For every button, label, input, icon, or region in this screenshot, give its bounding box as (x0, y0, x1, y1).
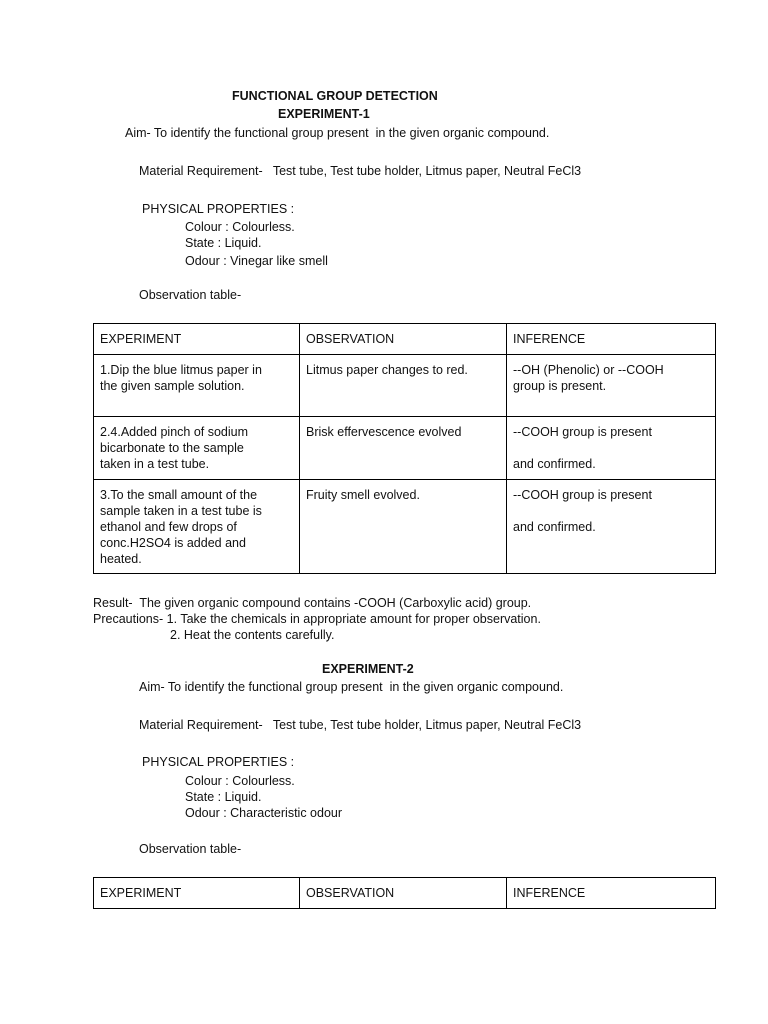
cell-line: ethanol and few drops of (100, 520, 237, 534)
cell-experiment (94, 417, 300, 480)
table-row (94, 355, 716, 417)
cell-observation (300, 417, 507, 480)
cell-observation (300, 355, 507, 417)
cell-line: sample taken in a test tube is (100, 504, 262, 518)
cell-line: Litmus paper changes to red. (306, 363, 468, 377)
experiment-2-colour: Colour : Colourless. (185, 774, 295, 788)
experiment-2-physical-heading: PHYSICAL PROPERTIES : (142, 755, 295, 769)
cell-line: the given sample solution. (100, 379, 245, 393)
cell-line: --COOH group is present (513, 488, 652, 502)
table-row (94, 417, 716, 480)
cell-line: 3.To the small amount of the (100, 488, 258, 502)
header-observation: OBSERVATION (300, 324, 507, 355)
cell-observation (300, 480, 507, 574)
cell-line: --OH (Phenolic) or --COOH (513, 363, 664, 377)
cell-line: 2.4.Added pinch of sodium (100, 425, 249, 439)
header-experiment: EXPERIMENT (94, 878, 300, 909)
cell-spacer (513, 440, 709, 456)
cell-line: --COOH group is present (513, 425, 652, 439)
experiment-1-heading: EXPERIMENT-1 (278, 107, 370, 121)
experiment-1-aim: Aim- To identify the functional group present in the given organic compound. (125, 126, 550, 140)
cell-line: bicarbonate to the sample (100, 441, 244, 455)
experiment-1-result: Result- The given organic compound contains -COOH (Carboxylic acid) group. (93, 596, 532, 610)
cell-inference (507, 417, 716, 480)
header-experiment: EXPERIMENT (94, 324, 300, 355)
experiment-1-observation-table (93, 323, 716, 574)
table-row (94, 480, 716, 574)
table-header-row (94, 324, 716, 355)
cell-line: heated. (100, 552, 142, 566)
cell-line: conc.H2SO4 is added and (100, 536, 246, 550)
document-title: FUNCTIONAL GROUP DETECTION (232, 89, 438, 103)
cell-experiment (94, 355, 300, 417)
experiment-2-observation-label: Observation table- (139, 842, 242, 856)
cell-line: taken in a test tube. (100, 457, 210, 471)
cell-inference (507, 480, 716, 574)
experiment-1-precaution-2: 2. Heat the contents carefully. (170, 628, 335, 642)
experiment-2-state: State : Liquid. (185, 790, 262, 804)
experiment-2-material: Material Requirement- Test tube, Test tube holder, Litmus paper, Neutral FeCl3 (139, 718, 582, 732)
header-inference: INFERENCE (507, 878, 716, 909)
cell-line: Fruity smell evolved. (306, 488, 420, 502)
experiment-2-aim: Aim- To identify the functional group present in the given organic compound. (139, 680, 564, 694)
experiment-2-heading: EXPERIMENT-2 (322, 662, 414, 676)
cell-experiment (94, 480, 300, 574)
header-inference: INFERENCE (507, 324, 716, 355)
cell-line: group is present. (513, 379, 607, 393)
cell-spacer (513, 503, 709, 519)
cell-inference (507, 355, 716, 417)
experiment-1-odour: Odour : Vinegar like smell (185, 254, 328, 268)
cell-line: and confirmed. (513, 457, 596, 471)
experiment-1-colour: Colour : Colourless. (185, 220, 295, 234)
experiment-1-physical-heading: PHYSICAL PROPERTIES : (142, 202, 295, 216)
experiment-1-state: State : Liquid. (185, 236, 262, 250)
table-header-row (94, 878, 716, 909)
header-observation: OBSERVATION (300, 878, 507, 909)
experiment-2-observation-table (93, 877, 716, 909)
cell-line: and confirmed. (513, 520, 596, 534)
cell-line: Brisk effervescence evolved (306, 425, 462, 439)
experiment-1-precaution-1: Precautions- 1. Take the chemicals in appropriate amount for proper observation. (93, 612, 541, 626)
experiment-2-odour: Odour : Characteristic odour (185, 806, 343, 820)
experiment-1-observation-label: Observation table- (139, 288, 242, 302)
experiment-1-material: Material Requirement- Test tube, Test tube holder, Litmus paper, Neutral FeCl3 (139, 164, 582, 178)
cell-line: 1.Dip the blue litmus paper in (100, 363, 262, 377)
